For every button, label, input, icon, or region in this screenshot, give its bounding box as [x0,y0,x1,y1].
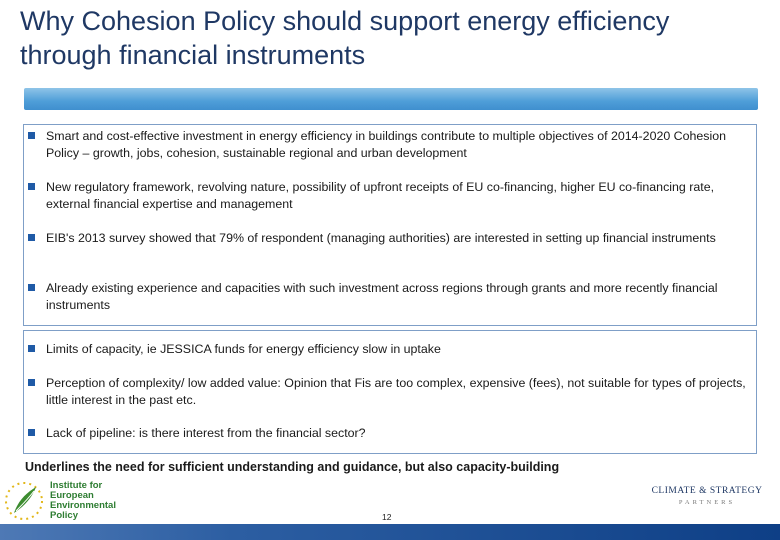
bullet-text: New regulatory framework, revolving nature, possibility of upfront receipts of EU co-financing, higher EU co-financing rate, external financial expertise and management [46,180,715,211]
bullet-text: Limits of capacity, ie JESSICA funds for energy efficiency slow in uptake [46,342,441,356]
climate-strategy-logo [648,486,766,514]
bullet-text: Smart and cost-effective investment in energy efficiency in buildings contribute to multiple objectives of 2014-2020 Cohesion Policy – growth, jobs, cohesion, sustainable regional and urban development [46,129,727,160]
page-number: 12 [382,512,392,522]
bullet-square-icon [28,132,35,139]
footer-strip [0,524,780,540]
bullet-item [28,230,752,247]
bullet-item [28,425,752,442]
slide-title: Why Cohesion Policy should support energy efficiency through financial instruments [20,6,670,70]
bullet-square-icon [28,234,35,241]
bullet-square-icon [28,429,35,436]
conclusion-text: Underlines the need for sufficient understanding and guidance, but also capacity-building [25,460,560,474]
title-accent-bar [24,88,758,110]
climate-strategy-logo-main: CLIMATE & STRATEGY [651,486,763,496]
bullet-text: Already existing experience and capacities with such investment across regions through grants and more recently financial instruments [46,281,718,312]
bullet-item [28,375,752,409]
laurel-stars-icon [2,479,46,523]
bullet-square-icon [28,183,35,190]
bullet-text: Lack of pipeline: is there interest from the financial sector? [46,426,366,440]
bullet-text: Perception of complexity/ low added value: Opinion that Fis are too complex, expensive (fees), not suitable for types of projects, little interest in the past etc. [46,376,746,407]
ieep-logo-text: Institute for European Environmental Policy [50,480,116,521]
ieep-logo [2,478,142,524]
bullet-item [28,128,752,162]
bullet-square-icon [28,284,35,291]
climate-strategy-logo-sub: PARTNERS [678,499,736,506]
bullet-square-icon [28,379,35,386]
bullet-item [28,280,752,314]
bullet-text: EIB's 2013 survey showed that 79% of respondent (managing authorities) are interested in setting up financial instruments [46,231,716,245]
bullet-item [28,179,752,213]
bullet-item [28,341,752,358]
bullet-square-icon [28,345,35,352]
